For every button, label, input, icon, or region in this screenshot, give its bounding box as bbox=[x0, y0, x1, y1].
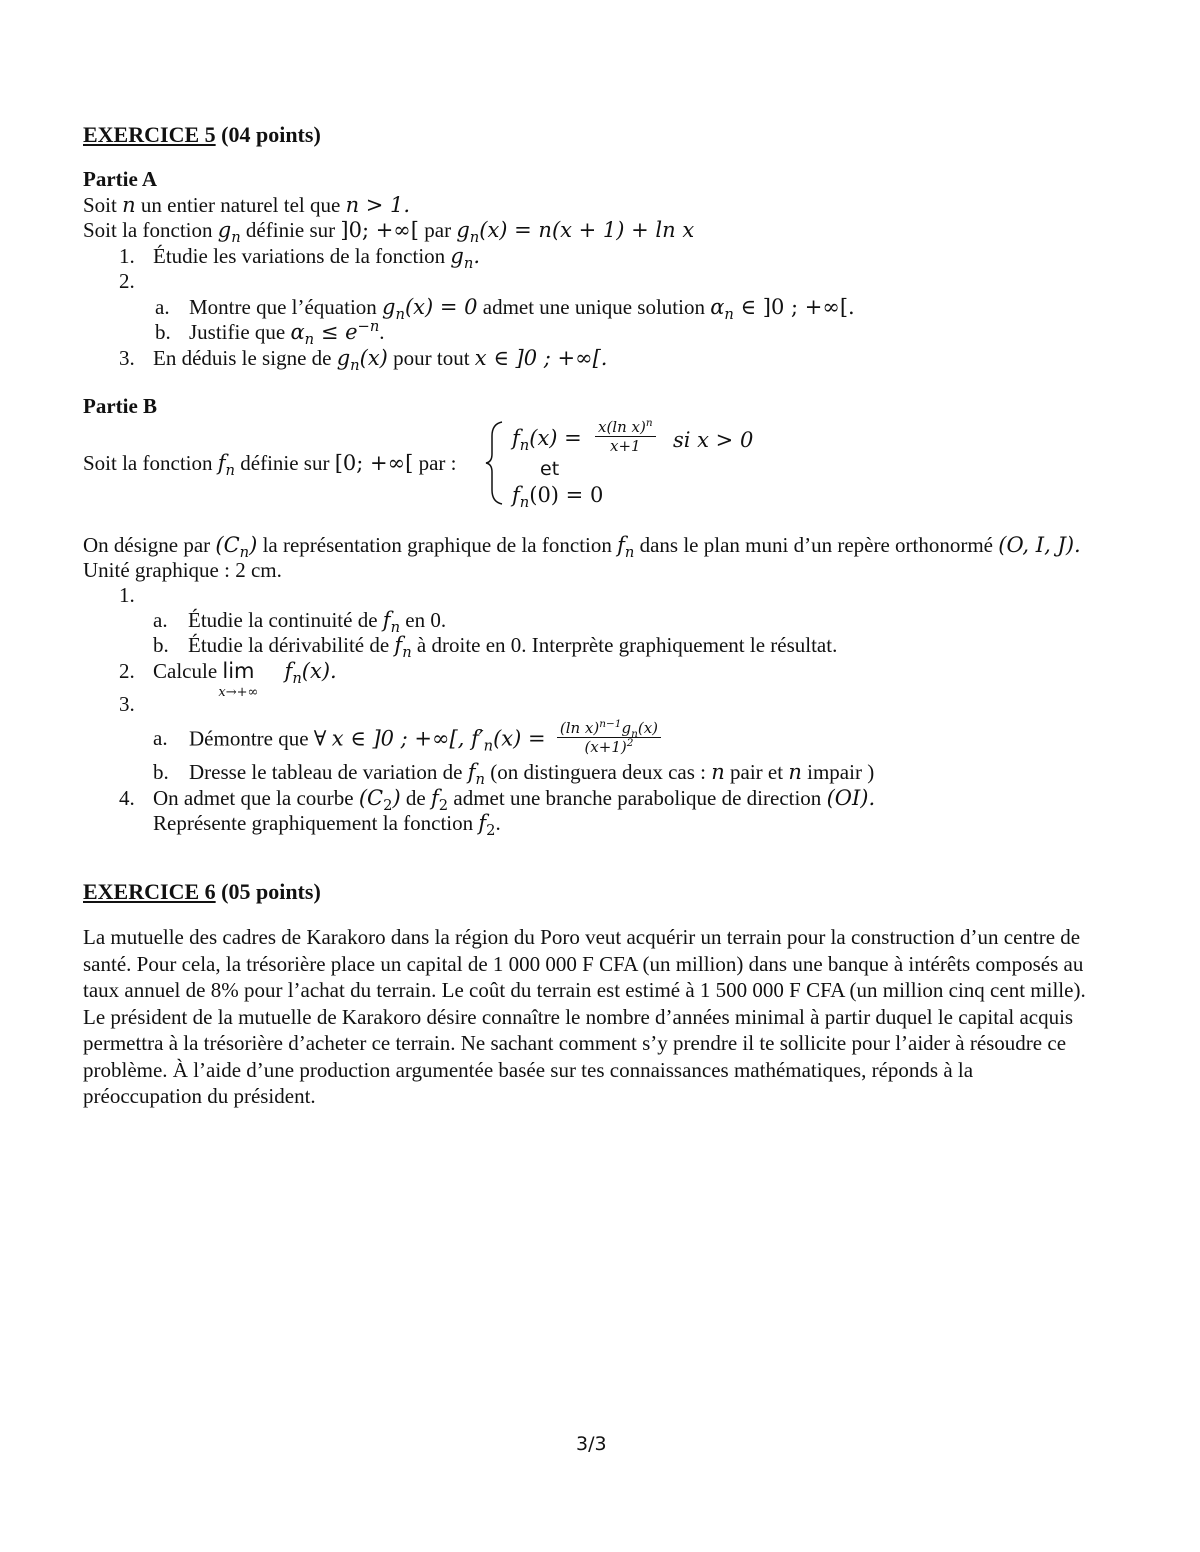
partie-b-item-3b: Dresse le tableau de variation de $f_n$ (on distinguera deux cas : n pair et n impair ) bbox=[189, 760, 875, 789]
partie-a-item-3: En déduis le signe de $g_n(x)$ pour tout x ∈ ]0 ; +∞[. bbox=[153, 346, 608, 375]
exercise-6-paragraph: La mutuelle des cadres de Karakoro dans la région du Poro veut acquérir un terrain pour la construction d’un centre de santé. Pour cela, la trésorière place un capital de 1 000 000 F CFA (un million) dans une banque à intérêts composés au taux annuel de 8% pour l’achat du terrain. Le coût du terrain est estimé à 1 500 000 F CFA (un million cinq cent mille). Le président de la mutuelle de Karakoro désire connaître le nombre d’années minimal à partir duquel le capital acquis permettra à la trésorière d’acheter ce terrain. Ne sachant comment s’y prendre il te sollicite pour l’aider à résoudre ce problème. À l’aide d’une production argumentée basée sur tes connaissances mathématiques, réponds à la préoccupation du président. bbox=[83, 925, 1086, 1108]
partie-b-item-2-number: 2. bbox=[119, 659, 135, 683]
derivative-fraction: $\frac{(\ln x)^{n-1}g_n(x)}{(x+1)^2}$ bbox=[557, 719, 661, 756]
partie-b-item-1-number: 1. bbox=[119, 583, 135, 607]
partie-a-item-2b: Justifie que $\alpha_n \le e^{-n}$. bbox=[189, 318, 385, 349]
partie-b-item-1b: Étudie la dérivabilité de $f_n$ à droite en 0. Interprète graphiquement le résultat. bbox=[188, 633, 838, 662]
system-condition: si x > 0 bbox=[673, 428, 754, 452]
system-line-2: et bbox=[540, 458, 560, 480]
partie-a-item-2a: Montre que l’équation $g_n(x) = 0$ admet une unique solution $\alpha_n$ ∈ ]0 ; +∞[. bbox=[189, 295, 855, 324]
limit-expression: lim x→+∞ bbox=[218, 659, 259, 700]
partie-b-item-3a-label: a. bbox=[153, 726, 168, 750]
system-line-3: $f_n(0) = 0$ bbox=[512, 483, 604, 512]
partie-a-line-1: Soit n un entier naturel tel que n > 1. bbox=[83, 193, 411, 217]
partie-a-line-2: Soit la fonction $g_n$ définie sur ]0; +∞[ par $g_n(x) = n(x + 1) + \ln x$ bbox=[83, 218, 695, 247]
partie-b-representation: On désigne par $(C_n)$ la représentation graphique de la fonction $f_n$ dans le plan muni d’un repère orthonormé (O, I, J). bbox=[83, 533, 1081, 562]
system-brace bbox=[484, 420, 506, 506]
partie-a-item-2b-label: b. bbox=[155, 320, 171, 344]
partie-b-item-4-line-2: Représente graphiquement la fonction $f_2$. bbox=[153, 811, 501, 840]
partie-b-item-1a-label: a. bbox=[153, 608, 168, 632]
partie-a-item-1: Étudie les variations de la fonction $g_n$. bbox=[153, 244, 481, 273]
partie-b-item-4: On admet que la courbe $(C_2)$ de $f_2$ admet une branche parabolique de direction (OI). bbox=[153, 786, 876, 815]
partie-b-definition: Soit la fonction $f_n$ définie sur [0; +∞[ par : bbox=[83, 451, 457, 480]
partie-b-item-4-number: 4. bbox=[119, 786, 135, 810]
partie-a-title: Partie A bbox=[83, 167, 158, 191]
partie-b-item-3a: Démontre que ∀ x ∈ ]0 ; +∞[, $f'_n(x)$ = $\frac{(\ln x)^{n-1}g_n(x)}{(x+1)^2}$ bbox=[189, 725, 661, 756]
system-fraction: $\frac{x(\ln x)^n}{x+1}$ bbox=[595, 418, 656, 455]
partie-b-title: Partie B bbox=[83, 394, 158, 418]
partie-a-item-2-number: 2. bbox=[119, 269, 135, 293]
partie-b-item-1b-label: b. bbox=[153, 633, 169, 657]
partie-a-item-3-number: 3. bbox=[119, 346, 135, 370]
partie-a-item-2a-label: a. bbox=[155, 295, 170, 319]
unit-line: Unité graphique : 2 cm. bbox=[83, 558, 282, 582]
exercise-6-title: EXERCICE 6 (05 points) bbox=[83, 879, 321, 904]
partie-b-item-2: Calcule lim x→+∞ $f_n(x)$. bbox=[153, 659, 337, 700]
system-line-1: $f_n(x)$ = $\frac{x(\ln x)^n}{x+1}$ bbox=[512, 425, 656, 455]
partie-b-item-3-number: 3. bbox=[119, 692, 135, 716]
exercise-5-title: EXERCICE 5 (04 points) bbox=[83, 122, 321, 147]
page-number: 3/3 bbox=[576, 1433, 607, 1455]
partie-b-item-1a: Étudie la continuité de $f_n$ en 0. bbox=[188, 608, 447, 637]
partie-a-item-1-number: 1. bbox=[119, 244, 135, 268]
partie-b-item-3b-label: b. bbox=[153, 760, 169, 784]
